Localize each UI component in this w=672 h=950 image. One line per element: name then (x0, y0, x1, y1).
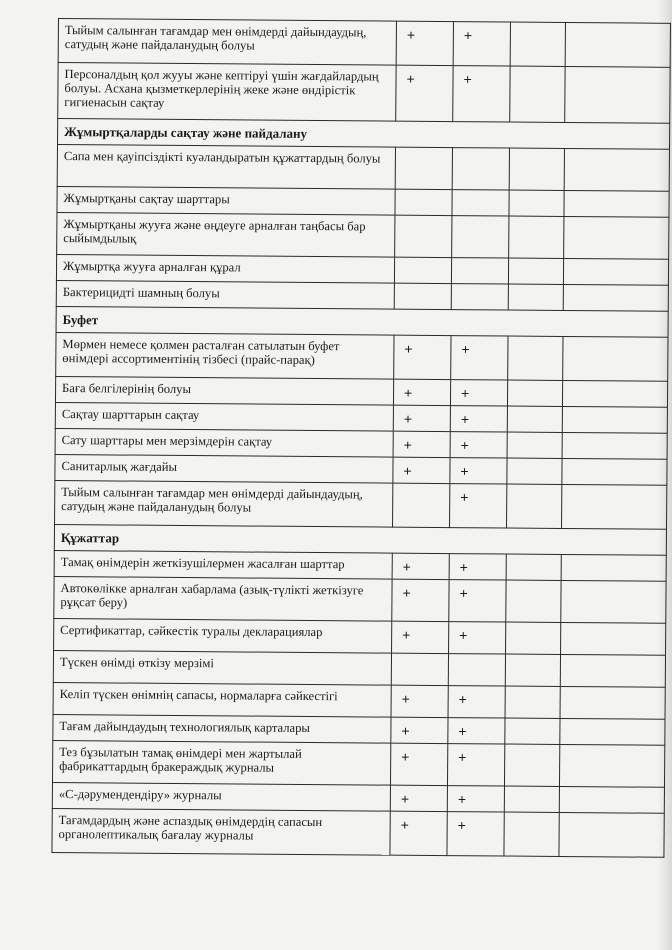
mark-cell-1 (395, 189, 452, 215)
requirement-text: Сақтау шарттарын сақтау (55, 402, 393, 431)
empty-cell-3 (509, 148, 564, 190)
mark-cell-1: + (392, 553, 449, 579)
table-row (54, 618, 666, 655)
table-row (58, 63, 670, 124)
requirement-text: Бактерицидті шамның болуы (56, 280, 394, 309)
mark-cell-1: + (392, 621, 449, 653)
mark-cell-2: + (447, 786, 504, 812)
mark-cell-1: + (390, 743, 447, 785)
empty-cell-4 (560, 686, 665, 719)
mark-cell-1: + (390, 811, 447, 855)
requirement-text: Тез бұзылатын тамақ өнімдері мен жартылай фабрикаттардың бракераждық журналы (52, 740, 390, 785)
mark-cell-2 (452, 148, 509, 190)
table-row (54, 576, 666, 623)
mark-cell-2: + (450, 432, 507, 458)
section-title: Құжаттар (54, 524, 666, 555)
section-title: Буфет (56, 306, 668, 337)
mark-cell-1 (394, 283, 451, 309)
empty-cell-3 (507, 406, 562, 432)
empty-cell-4 (559, 744, 664, 787)
table-row (57, 212, 669, 259)
empty-cell-3 (507, 458, 562, 484)
mark-cell-1: + (392, 579, 449, 621)
mark-cell-2: + (447, 812, 504, 856)
empty-cell-4 (563, 258, 668, 285)
empty-cell-4 (562, 458, 667, 485)
empty-cell-3 (509, 216, 564, 258)
mark-cell-1: + (390, 785, 447, 811)
mark-cell-1: + (393, 431, 450, 457)
requirement-text: Персоналдың қол жуyы және кептіруі үшін жағдайлардың болуы. Асхана қызметкерлерінің жеке және өндірістік гигиенасын сақтау (58, 63, 396, 122)
requirement-text: Тамақ өнімдерін жеткізушілермен жасалған шарттар (54, 550, 392, 579)
empty-cell-3 (505, 654, 560, 686)
mark-cell-2: + (451, 336, 508, 380)
table-row (55, 480, 667, 529)
empty-cell-3 (506, 580, 561, 622)
requirement-text: Жұмыртқаны жууға және өңдеуге арналған таңбасы бар сыйымдылық (57, 212, 395, 257)
empty-cell-3 (510, 66, 565, 122)
requirement-text: Мөрмен немесе қолмен расталған сатылатын буфет өнімдері ассортиментінің тізбесі (прайс-парақ) (56, 332, 394, 379)
table-row (56, 332, 668, 381)
empty-cell-3 (504, 744, 559, 786)
empty-cell-4 (564, 216, 669, 259)
empty-cell-3 (508, 336, 563, 380)
empty-cell-4 (562, 432, 667, 459)
mark-cell-2: + (449, 554, 506, 580)
checklist-body (52, 19, 671, 858)
mark-cell-2 (452, 216, 509, 258)
empty-cell-3 (509, 190, 564, 216)
empty-cell-4 (561, 554, 666, 581)
requirement-text: Автокөлікке арналған хабарлама (азық-түлікті жеткізуге рұқсат беру) (54, 576, 392, 621)
requirement-text: Тағамдардың және аспаздық өнімдердің сапасын органолептикалық бағалау журналы (52, 808, 390, 855)
empty-cell-4 (565, 66, 670, 123)
empty-cell-3 (508, 258, 563, 284)
requirement-text: Сапа мен қауіпсіздікті куәландыратын құжаттардың болуы (57, 145, 395, 190)
mark-cell-2: + (448, 718, 505, 744)
mark-cell-1 (395, 147, 452, 189)
mark-cell-1 (395, 215, 452, 257)
mark-cell-1: + (394, 335, 451, 379)
mark-cell-2: + (449, 580, 506, 622)
mark-cell-1: + (393, 405, 450, 431)
empty-cell-3 (505, 686, 560, 718)
mark-cell-1: + (393, 457, 450, 483)
empty-cell-4 (564, 190, 669, 217)
requirement-text: Түскен өнімді өткізу мерзімі (53, 650, 391, 685)
requirement-text: Жұмыртқа жууға арналған құрал (56, 254, 394, 283)
section-title: Жұмыртқаларды сақтау және пайдалану (58, 119, 670, 150)
requirement-text: Сертификаттар, сәйкестік туралы декларациялар (54, 618, 392, 653)
mark-cell-2: + (453, 22, 510, 66)
mark-cell-2: + (448, 686, 505, 718)
mark-cell-2: + (449, 622, 506, 654)
empty-cell-3 (504, 812, 559, 856)
empty-cell-4 (560, 654, 665, 687)
empty-cell-3 (510, 22, 565, 66)
empty-cell-4 (564, 148, 669, 191)
mark-cell-1: + (391, 717, 448, 743)
mark-cell-2 (451, 284, 508, 310)
empty-cell-4 (561, 580, 666, 623)
requirement-text: Тағам дайындаудың технологиялық карталары (53, 714, 391, 743)
mark-cell-2: + (450, 484, 507, 528)
requirement-text: Жұмыртқаны сақтау шарттары (57, 186, 395, 215)
mark-cell-2 (452, 190, 509, 216)
mark-cell-1: + (393, 379, 450, 405)
requirement-text: Тыйым салынған тағамдар мен өнімдерді дайындаудың, сатудың және пайдаланудың болуы (55, 480, 393, 527)
table-row (53, 650, 665, 687)
empty-cell-3 (507, 380, 562, 406)
mark-cell-1: + (396, 21, 453, 65)
empty-cell-4 (562, 484, 667, 529)
table-row (52, 740, 664, 787)
mark-cell-2: + (450, 458, 507, 484)
requirement-text: «С-дәрумендендіру» журналы (52, 782, 390, 811)
empty-cell-3 (505, 718, 560, 744)
empty-cell-3 (506, 622, 561, 654)
mark-cell-2 (448, 654, 505, 686)
empty-cell-4 (562, 406, 667, 433)
empty-cell-3 (507, 484, 562, 528)
empty-cell-4 (565, 22, 670, 67)
empty-cell-3 (504, 786, 559, 812)
requirement-text: Санитарлық жағдайы (55, 454, 393, 483)
mark-cell-1 (391, 653, 448, 685)
requirement-text: Келіп түскен өнімнің сапасы, нормаларға сәйкестігі (53, 682, 391, 717)
mark-cell-1: + (391, 685, 448, 717)
mark-cell-1: + (396, 65, 453, 121)
mark-cell-2: + (447, 744, 504, 786)
table-row (53, 682, 665, 719)
requirement-text: Сату шарттары мен мерзімдерін сақтау (55, 428, 393, 457)
table-row (58, 19, 670, 68)
empty-cell-4 (562, 380, 667, 407)
mark-cell-2: + (453, 66, 510, 122)
mark-cell-1 (393, 483, 450, 527)
mark-cell-2: + (450, 406, 507, 432)
checklist-table (51, 18, 671, 858)
requirement-text: Тыйым салынған тағамдар мен өнімдерді дайындаудың, сатудың және пайдаланудың болуы (58, 19, 396, 66)
mark-cell-1 (394, 257, 451, 283)
mark-cell-2: + (450, 380, 507, 406)
empty-cell-4 (561, 622, 666, 655)
table-row (57, 145, 669, 192)
empty-cell-3 (506, 554, 561, 580)
empty-cell-4 (559, 786, 664, 813)
requirement-text: Баға белгілерінің болуы (55, 376, 393, 405)
checklist-sheet (51, 18, 670, 858)
empty-cell-4 (563, 284, 668, 311)
empty-cell-4 (559, 812, 664, 857)
empty-cell-3 (507, 432, 562, 458)
empty-cell-4 (560, 718, 665, 745)
empty-cell-3 (508, 284, 563, 310)
table-row (52, 808, 664, 857)
mark-cell-2 (451, 258, 508, 284)
empty-cell-4 (563, 336, 668, 381)
